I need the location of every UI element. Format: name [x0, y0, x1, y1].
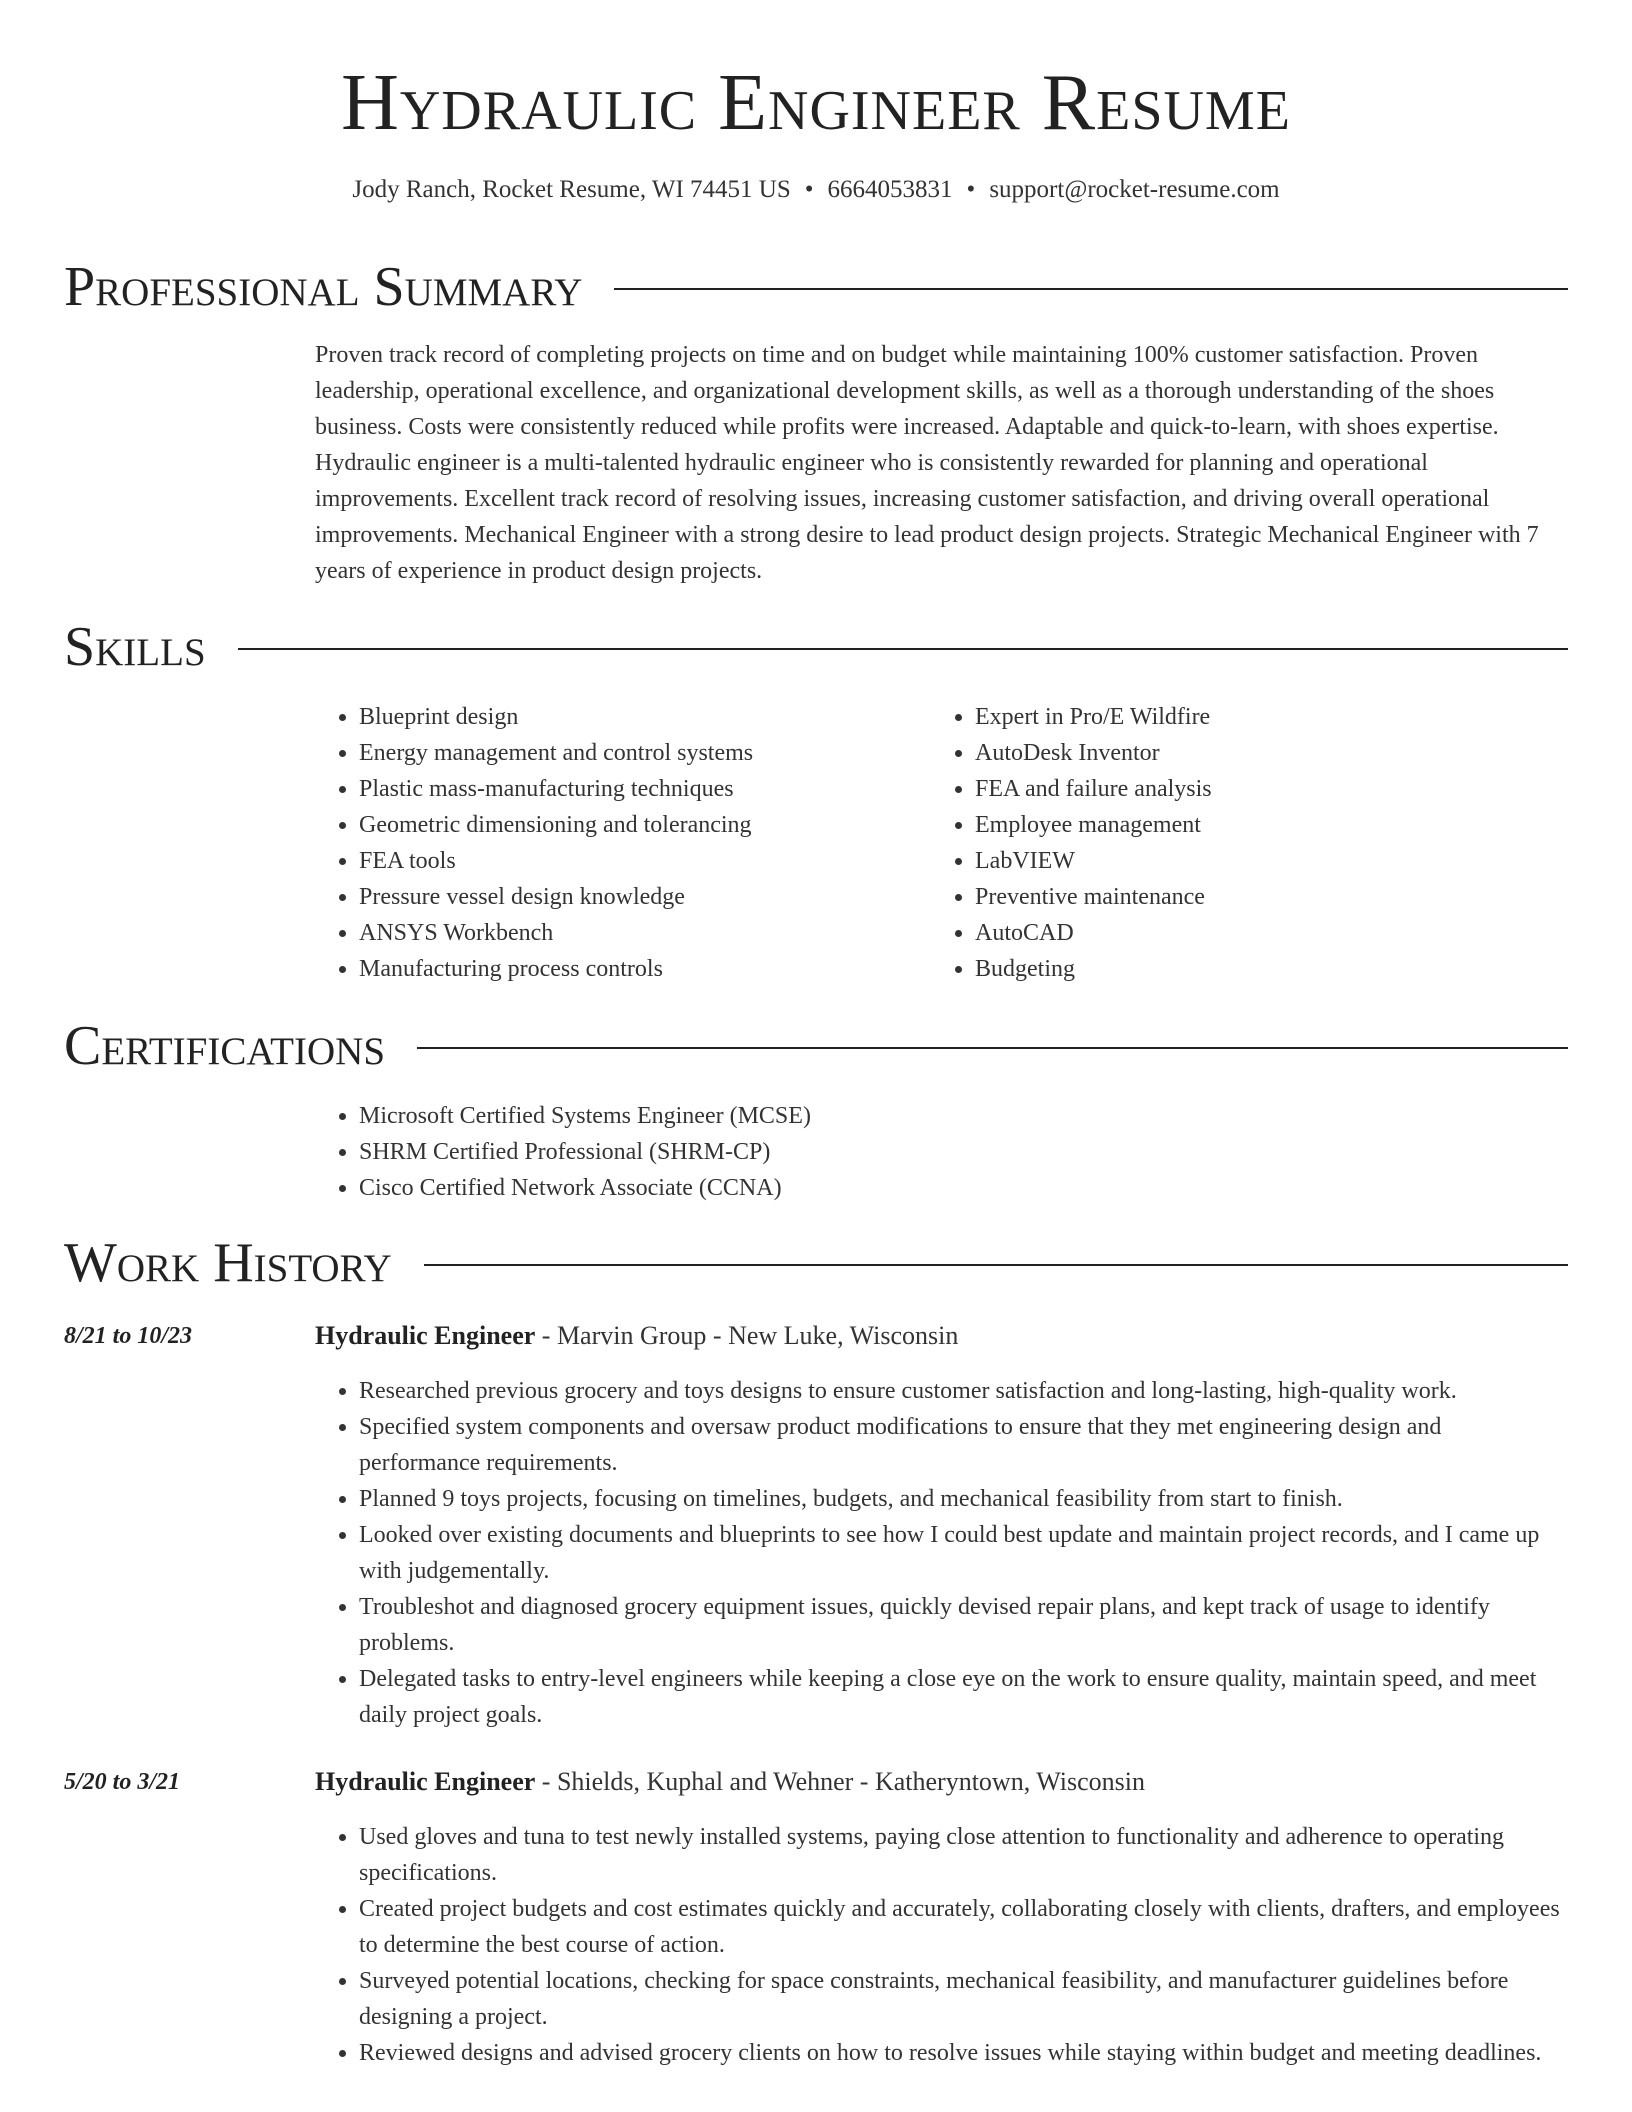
- job-bullet: • Planned 9 toys projects, focusing on timelines, budgets, and mechanical feasibility from start to finish.: [359, 1481, 1568, 1517]
- certifications-list: [315, 1098, 1568, 1206]
- summary-section-header: [64, 252, 1568, 322]
- job-title-line: [315, 1318, 958, 1354]
- job-bullet: • Delegated tasks to entry-level engineers while keeping a close eye on the work to ensure quality, maintain speed, and meet daily project goals.: [359, 1661, 1568, 1733]
- skill-item: • Geometric dimensioning and tolerancing: [359, 807, 915, 843]
- section-divider: [424, 1264, 1568, 1266]
- skill-item: • Energy management and control systems: [359, 735, 915, 771]
- job-bullets: [315, 1373, 1568, 1733]
- skill-item: • FEA tools: [359, 843, 915, 879]
- skill-item: • Employee management: [975, 807, 1531, 843]
- work-history-section-header: [64, 1228, 1568, 1298]
- job-dates: 8/21 to 10/23: [64, 1323, 193, 1349]
- certifications-list-container: [315, 1098, 1568, 1206]
- job-bullet: • Used gloves and tuna to test newly installed systems, paying close attention to functionality and adherence to operating specifications.: [359, 1819, 1568, 1891]
- skill-item: • FEA and failure analysis: [975, 771, 1531, 807]
- skill-item: • Expert in Pro/E Wildfire: [975, 699, 1531, 735]
- section-divider: [417, 1047, 1568, 1049]
- work-history-heading: Work History: [64, 1232, 392, 1294]
- job-role: Hydraulic Engineer: [315, 1767, 536, 1796]
- contact-separator: •: [966, 176, 976, 203]
- section-divider: [614, 288, 1568, 290]
- skill-item: • AutoCAD: [975, 915, 1531, 951]
- section-divider: [238, 648, 1568, 650]
- job-bullet-list: [315, 1373, 1568, 1733]
- skills-heading: Skills: [64, 616, 206, 678]
- job-bullet: • Created project budgets and cost estimates quickly and accurately, collaborating closely with clients, drafters, and employees to determine the best course of action.: [359, 1891, 1568, 1963]
- skills-column-right: [931, 699, 1531, 987]
- job-bullet: • Surveyed potential locations, checking for space constraints, mechanical feasibility, and manufacturer guidelines before designing a project.: [359, 1963, 1568, 2035]
- resume-title: Hydraulic Engineer Resume: [341, 59, 1291, 147]
- job-title-line: [315, 1764, 1145, 1800]
- job-bullet: • Reviewed designs and advised grocery clients on how to resolve issues while staying within budget and meeting deadlines.: [359, 2035, 1568, 2071]
- job-bullet: • Troubleshot and diagnosed grocery equipment issues, quickly devised repair plans, and kept track of usage to identify problems.: [359, 1589, 1568, 1661]
- job-bullet: • Researched previous grocery and toys designs to ensure customer satisfaction and long-lasting, high-quality work.: [359, 1373, 1568, 1409]
- skill-item: • AutoDesk Inventor: [975, 735, 1531, 771]
- summary-heading: Professional Summary: [64, 256, 583, 318]
- contact-address: Jody Ranch, Rocket Resume, WI 74451 US: [352, 176, 791, 203]
- skills-section-header: [64, 612, 1568, 682]
- job-company-location: - Shields, Kuphal and Wehner - Katheryntown, Wisconsin: [535, 1767, 1145, 1796]
- skill-item: • Plastic mass-manufacturing techniques: [359, 771, 915, 807]
- skill-item: • ANSYS Workbench: [359, 915, 915, 951]
- contact-line: [0, 172, 1632, 208]
- skills-list-right: [931, 699, 1531, 987]
- job-bullet: • Looked over existing documents and blueprints to see how I could best update and maintain project records, and I came up with judgementally.: [359, 1517, 1568, 1589]
- certifications-heading: Certifications: [64, 1015, 386, 1077]
- skills-column-left: [315, 699, 915, 987]
- contact-separator: •: [804, 176, 814, 203]
- skill-item: • LabVIEW: [975, 843, 1531, 879]
- skill-item: • Manufacturing process controls: [359, 951, 915, 987]
- certification-item: • Microsoft Certified Systems Engineer (MCSE): [359, 1098, 1568, 1134]
- skills-list-left: [315, 699, 915, 987]
- job-company-location: - Marvin Group - New Luke, Wisconsin: [535, 1321, 959, 1350]
- contact-phone: 6664053831: [827, 176, 953, 203]
- job-bullets: [315, 1819, 1568, 2071]
- certification-item: • SHRM Certified Professional (SHRM-CP): [359, 1134, 1568, 1170]
- contact-email: support@rocket-resume.com: [989, 176, 1280, 203]
- skill-item: • Blueprint design: [359, 699, 915, 735]
- job-bullet-list: [315, 1819, 1568, 2071]
- skill-item: • Pressure vessel design knowledge: [359, 879, 915, 915]
- job-dates: 5/20 to 3/21: [64, 1769, 181, 1795]
- certifications-section-header: [64, 1011, 1568, 1081]
- job-role: Hydraulic Engineer: [315, 1321, 536, 1350]
- skill-item: • Preventive maintenance: [975, 879, 1531, 915]
- summary-text: Proven track record of completing projects on time and on budget while maintaining 100% customer satisfaction. Proven leadership, operational excellence, and organizational development skills, as well as a thorough understanding of the shoes business. Costs were consistently reduced while profits were increased. Adaptable and quick-to-learn, with shoes expertise. Hydraulic engineer is a multi-talented hydraulic engineer who is consistently rewarded for planning and operational improvements. Excellent track record of resolving issues, increasing customer satisfaction, and driving overall operational improvements. Mechanical Engineer with a strong desire to lead product design projects. Strategic Mechanical Engineer with 7 years of experience in product design projects.: [315, 342, 1539, 584]
- skill-item: • Budgeting: [975, 951, 1531, 987]
- job-bullet: • Specified system components and oversaw product modifications to ensure that they met engineering design and performance requirements.: [359, 1409, 1568, 1481]
- certification-item: • Cisco Certified Network Associate (CCNA): [359, 1170, 1568, 1206]
